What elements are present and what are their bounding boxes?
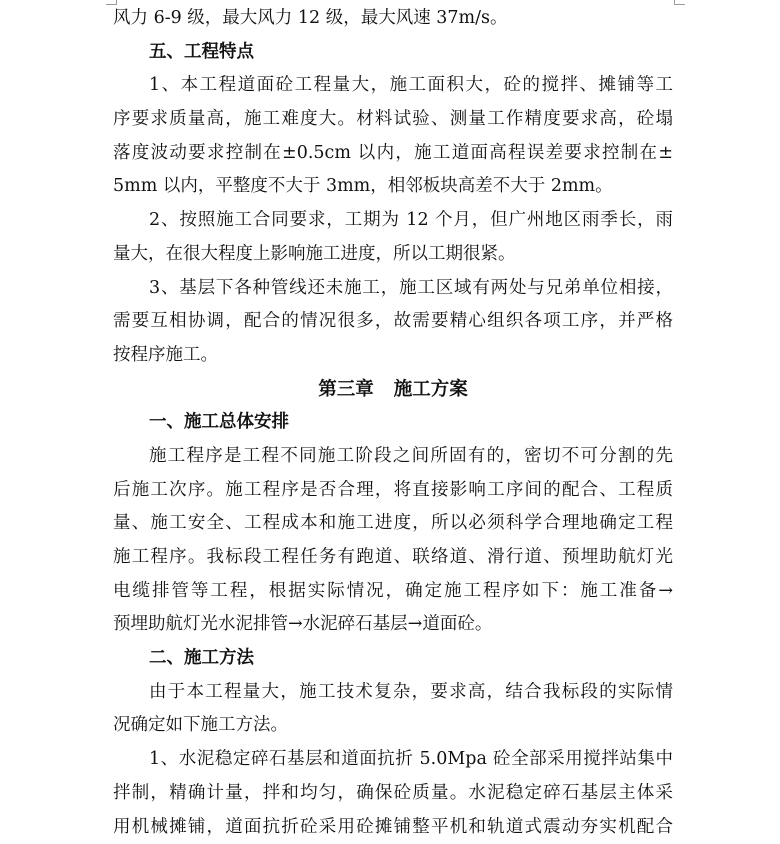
paragraph-line: 1、水泥稳定碎石基层和道面抗折 5.0Mpa 砼全部采用搅拌站集中 [113, 743, 673, 777]
document-page [113, 2, 673, 844]
page-corner-mark-right [674, 0, 685, 5]
chapter-number: 第三章 [318, 379, 374, 400]
paragraph-line: 电缆排管等工程，根据实际情况，确定施工程序如下：施工准备→ [113, 575, 673, 609]
paragraph-line: 后施工次序。施工程序是否合理，将直接影响工序间的配合、工程质 [113, 474, 673, 508]
paragraph-line: 3、基层下各种管线还未施工，施工区域有两处与兄弟单位相接， [113, 272, 673, 306]
paragraph-line: 况确定如下施工方法。 [113, 709, 673, 743]
paragraph-line: 1、本工程道面砼工程量大，施工面积大，砼的搅拌、摊铺等工 [113, 69, 673, 103]
paragraph-line: 按程序施工。 [113, 339, 673, 373]
paragraph-line: 需要互相协调，配合的情况很多，故需要精心组织各项工序，并严格 [113, 305, 673, 339]
paragraph-line: 预埋助航灯光水泥排管→水泥碎石基层→道面砼。 [113, 608, 673, 642]
chapter-title [113, 373, 673, 407]
section-heading: 五、工程特点 [113, 36, 673, 70]
paragraph-line: 用机械摊铺，道面抗折砼采用砼摊铺整平机和轨道式震动夯实机配合 [113, 811, 673, 844]
paragraph-line: 量、施工安全、工程成本和施工进度，所以必须科学合理地确定工程 [113, 507, 673, 541]
paragraph-line: 序要求质量高，施工难度大。材料试验、测量工作精度要求高，砼塌 [113, 103, 673, 137]
paragraph-line: 施工程序是工程不同施工阶段之间所固有的，密切不可分割的先 [113, 440, 673, 474]
paragraph-line: 风力 6-9 级，最大风力 12 级，最大风速 37m/s。 [113, 2, 673, 36]
paragraph-line: 由于本工程量大，施工技术复杂，要求高，结合我标段的实际情 [113, 676, 673, 710]
paragraph-line: 5mm 以内，平整度不大于 3mm，相邻板块高差不大于 2mm。 [113, 170, 673, 204]
chapter-name: 施工方案 [394, 379, 468, 400]
paragraph-line: 量大，在很大程度上影响施工进度，所以工期很紧。 [113, 238, 673, 272]
paragraph-line: 落度波动要求控制在±0.5cm 以内，施工道面高程误差要求控制在± [113, 137, 673, 171]
section-heading: 二、施工方法 [113, 642, 673, 676]
paragraph-line: 施工程序。我标段工程任务有跑道、联络道、滑行道、预埋助航灯光 [113, 541, 673, 575]
paragraph-line: 2、按照施工合同要求，工期为 12 个月，但广州地区雨季长，雨 [113, 204, 673, 238]
paragraph-line: 拌制，精确计量，拌和均匀，确保砼质量。水泥稳定碎石基层主体采 [113, 777, 673, 811]
section-heading: 一、施工总体安排 [113, 406, 673, 440]
